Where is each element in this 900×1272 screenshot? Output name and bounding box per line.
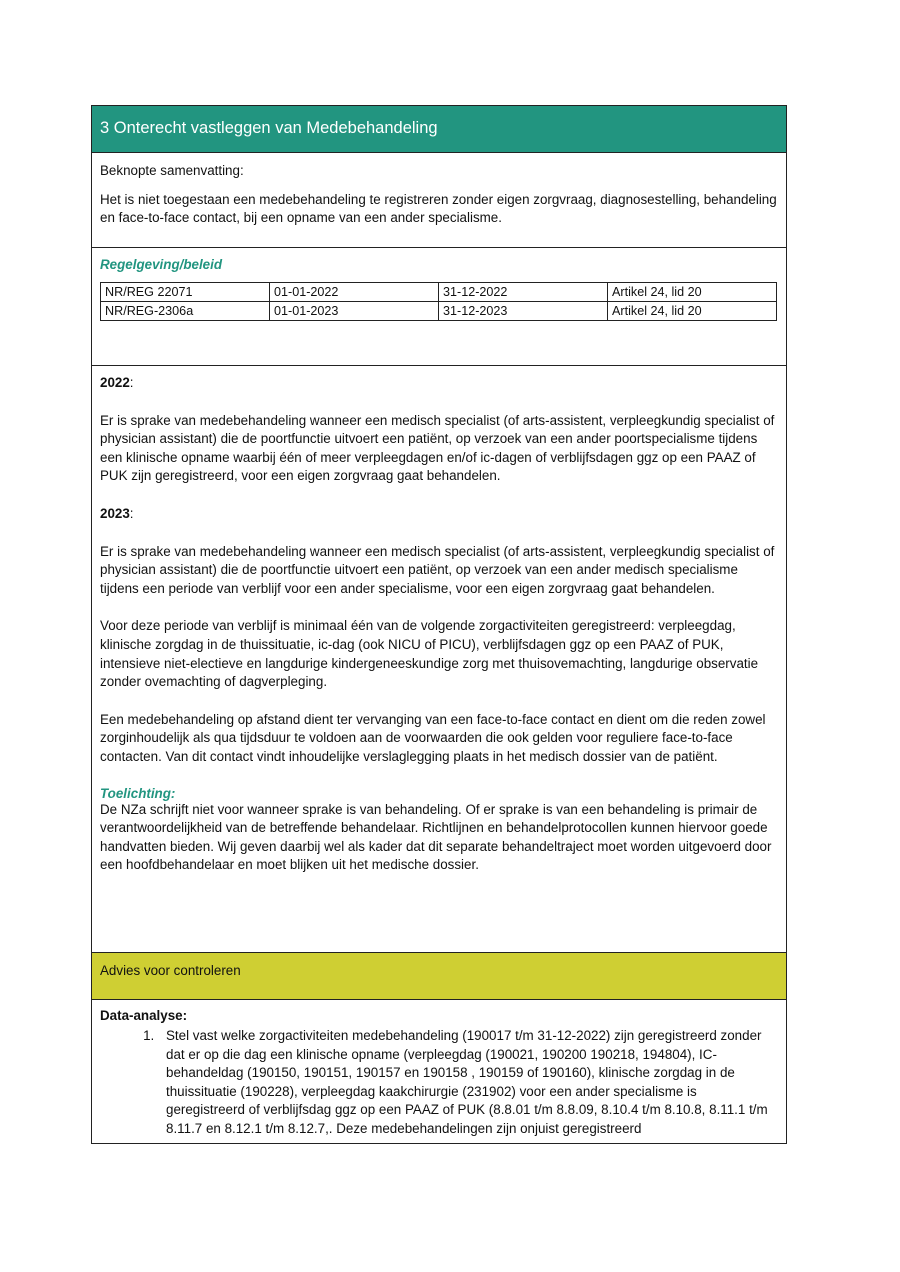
section-title: 3 Onterecht vastleggen van Medebehandeling bbox=[100, 119, 438, 137]
section-header bbox=[92, 106, 786, 153]
regulation-table bbox=[100, 282, 777, 321]
reg-end: 31-12-2022 bbox=[439, 283, 608, 302]
regulation-section bbox=[92, 248, 786, 366]
reg-start: 01-01-2023 bbox=[270, 302, 439, 321]
reg-end: 31-12-2023 bbox=[439, 302, 608, 321]
toelichting-text: De NZa schrijft niet voor wanneer sprake is van behandeling. Of er sprake is van een behandeling is primair de verantwoordelijkheid van de betreffende behandelaar. Richtlijnen en behandelprotocollen kunnen hiervoor goede handvatten bieden. Wij geven daarbij wel als kader dat dit separate behandeltraject moet worden uitgevoerd door een hoofdbehandelaar en moet blijken uit het medische dossier. bbox=[100, 801, 772, 873]
list-item: 1. Stel vast welke zorgactiviteiten medebehandeling (190017 t/m 31-12-2022) zijn geregistreerd zonder dat er op die dag een klinische opname (verpleegdag (190021, 190200 190218, 194804), IC-behandeldag (190150, 190151, 190157 en 190158 , 190159 of 190160), klinische zorgdag in de thuissituatie (190228), verpleegdag kaakchirurgie (231902) voor een ander specialisme is geregistreerd of verblijfsdag ggz op een PAAZ of PUK (8.8.01 t/m 8.8.09, 8.10.4 t/m 8.10.8, 8.11.1 t/m 8.11.7 en 8.12.1 t/m 8.12.7,. Deze medebehandelingen zijn onjuist geregistreerd bbox=[158, 1027, 778, 1139]
toelichting-label: Toelichting: bbox=[100, 785, 176, 801]
year-2023-label: 2023: bbox=[100, 505, 134, 521]
summary-label: Beknopte samenvatting: bbox=[100, 163, 244, 178]
table-row bbox=[101, 302, 777, 321]
body-section bbox=[92, 366, 786, 953]
reg-code: NR/REG-2306a bbox=[101, 302, 270, 321]
summary-text: Het is niet toegestaan een medebehandeling te registreren zonder eigen zorgvraag, diagnosestelling, behandeling en face-to-face contact, bij een opname van een ander specialisme. bbox=[100, 191, 777, 226]
data-analysis-list bbox=[100, 1027, 778, 1139]
reg-article: Artikel 24, lid 20 bbox=[608, 302, 777, 321]
data-analysis-label: Data-analyse: bbox=[100, 1008, 188, 1023]
table-row bbox=[101, 283, 777, 302]
document-box bbox=[91, 105, 787, 1144]
afstand-paragraph: Een medebehandeling op afstand dient ter vervanging van een face-to-face contact en dient om die reden zowel zorginhoudelijk als qua tijdsduur te voldoen aan de voorwaarden die ook gelden voor reguliere face-to-face contacten. Van dit contact vindt inhoudelijke verslaglegging plaats in het medisch dossier van de patiënt. bbox=[100, 711, 766, 764]
reg-code: NR/REG 22071 bbox=[101, 283, 270, 302]
data-analysis-section bbox=[92, 1000, 786, 1143]
verblijf-paragraph: Voor deze periode van verblijf is minimaal één van de volgende zorgactiviteiten geregistreerd: verpleegdag, klinische zorgdag in de thuissituatie, ic-dag (ook NICU of PICU), verblijfsdagen ggz op een PAAZ of PUK, intensieve niet-electieve en langdurige kindergeneeskundige zorg met thuisovemachting, langdurige observatie zonder ovemachting of dagverpleging. bbox=[100, 618, 759, 690]
year-2022-label: 2022: bbox=[100, 375, 134, 390]
advice-header bbox=[92, 953, 786, 1000]
reg-article: Artikel 24, lid 20 bbox=[608, 283, 777, 302]
summary-section bbox=[92, 153, 786, 248]
regulation-label: Regelgeving/beleid bbox=[100, 257, 223, 272]
year-2023-text: Er is sprake van medebehandeling wanneer een medisch specialist (of arts-assistent, verpleegkundig specialist of physician assistant) die de poortfunctie uitvoert een patiënt, op verzoek van een ander medisch specialisme tijdens een periode van verblijf voor een ander specialisme, voor een eigen zorgvraag gaat behandelen. bbox=[100, 543, 775, 596]
reg-start: 01-01-2022 bbox=[270, 283, 439, 302]
advice-title: Advies voor controleren bbox=[100, 963, 241, 978]
year-2022-text: Er is sprake van medebehandeling wanneer een medisch specialist (of arts-assistent, verpleegkundig specialist of physician assistant) die de poortfunctie uitvoert een patiënt, op verzoek van een ander poortspecialisme tijdens een klinische opname waarbij één of meer verpleegdagen en/of ic-dagen of verblijfsdagen ggz op een PAAZ of PUK zijn geregistreerd, voor een eigen zorgvraag gaat behandelen. bbox=[100, 412, 775, 484]
